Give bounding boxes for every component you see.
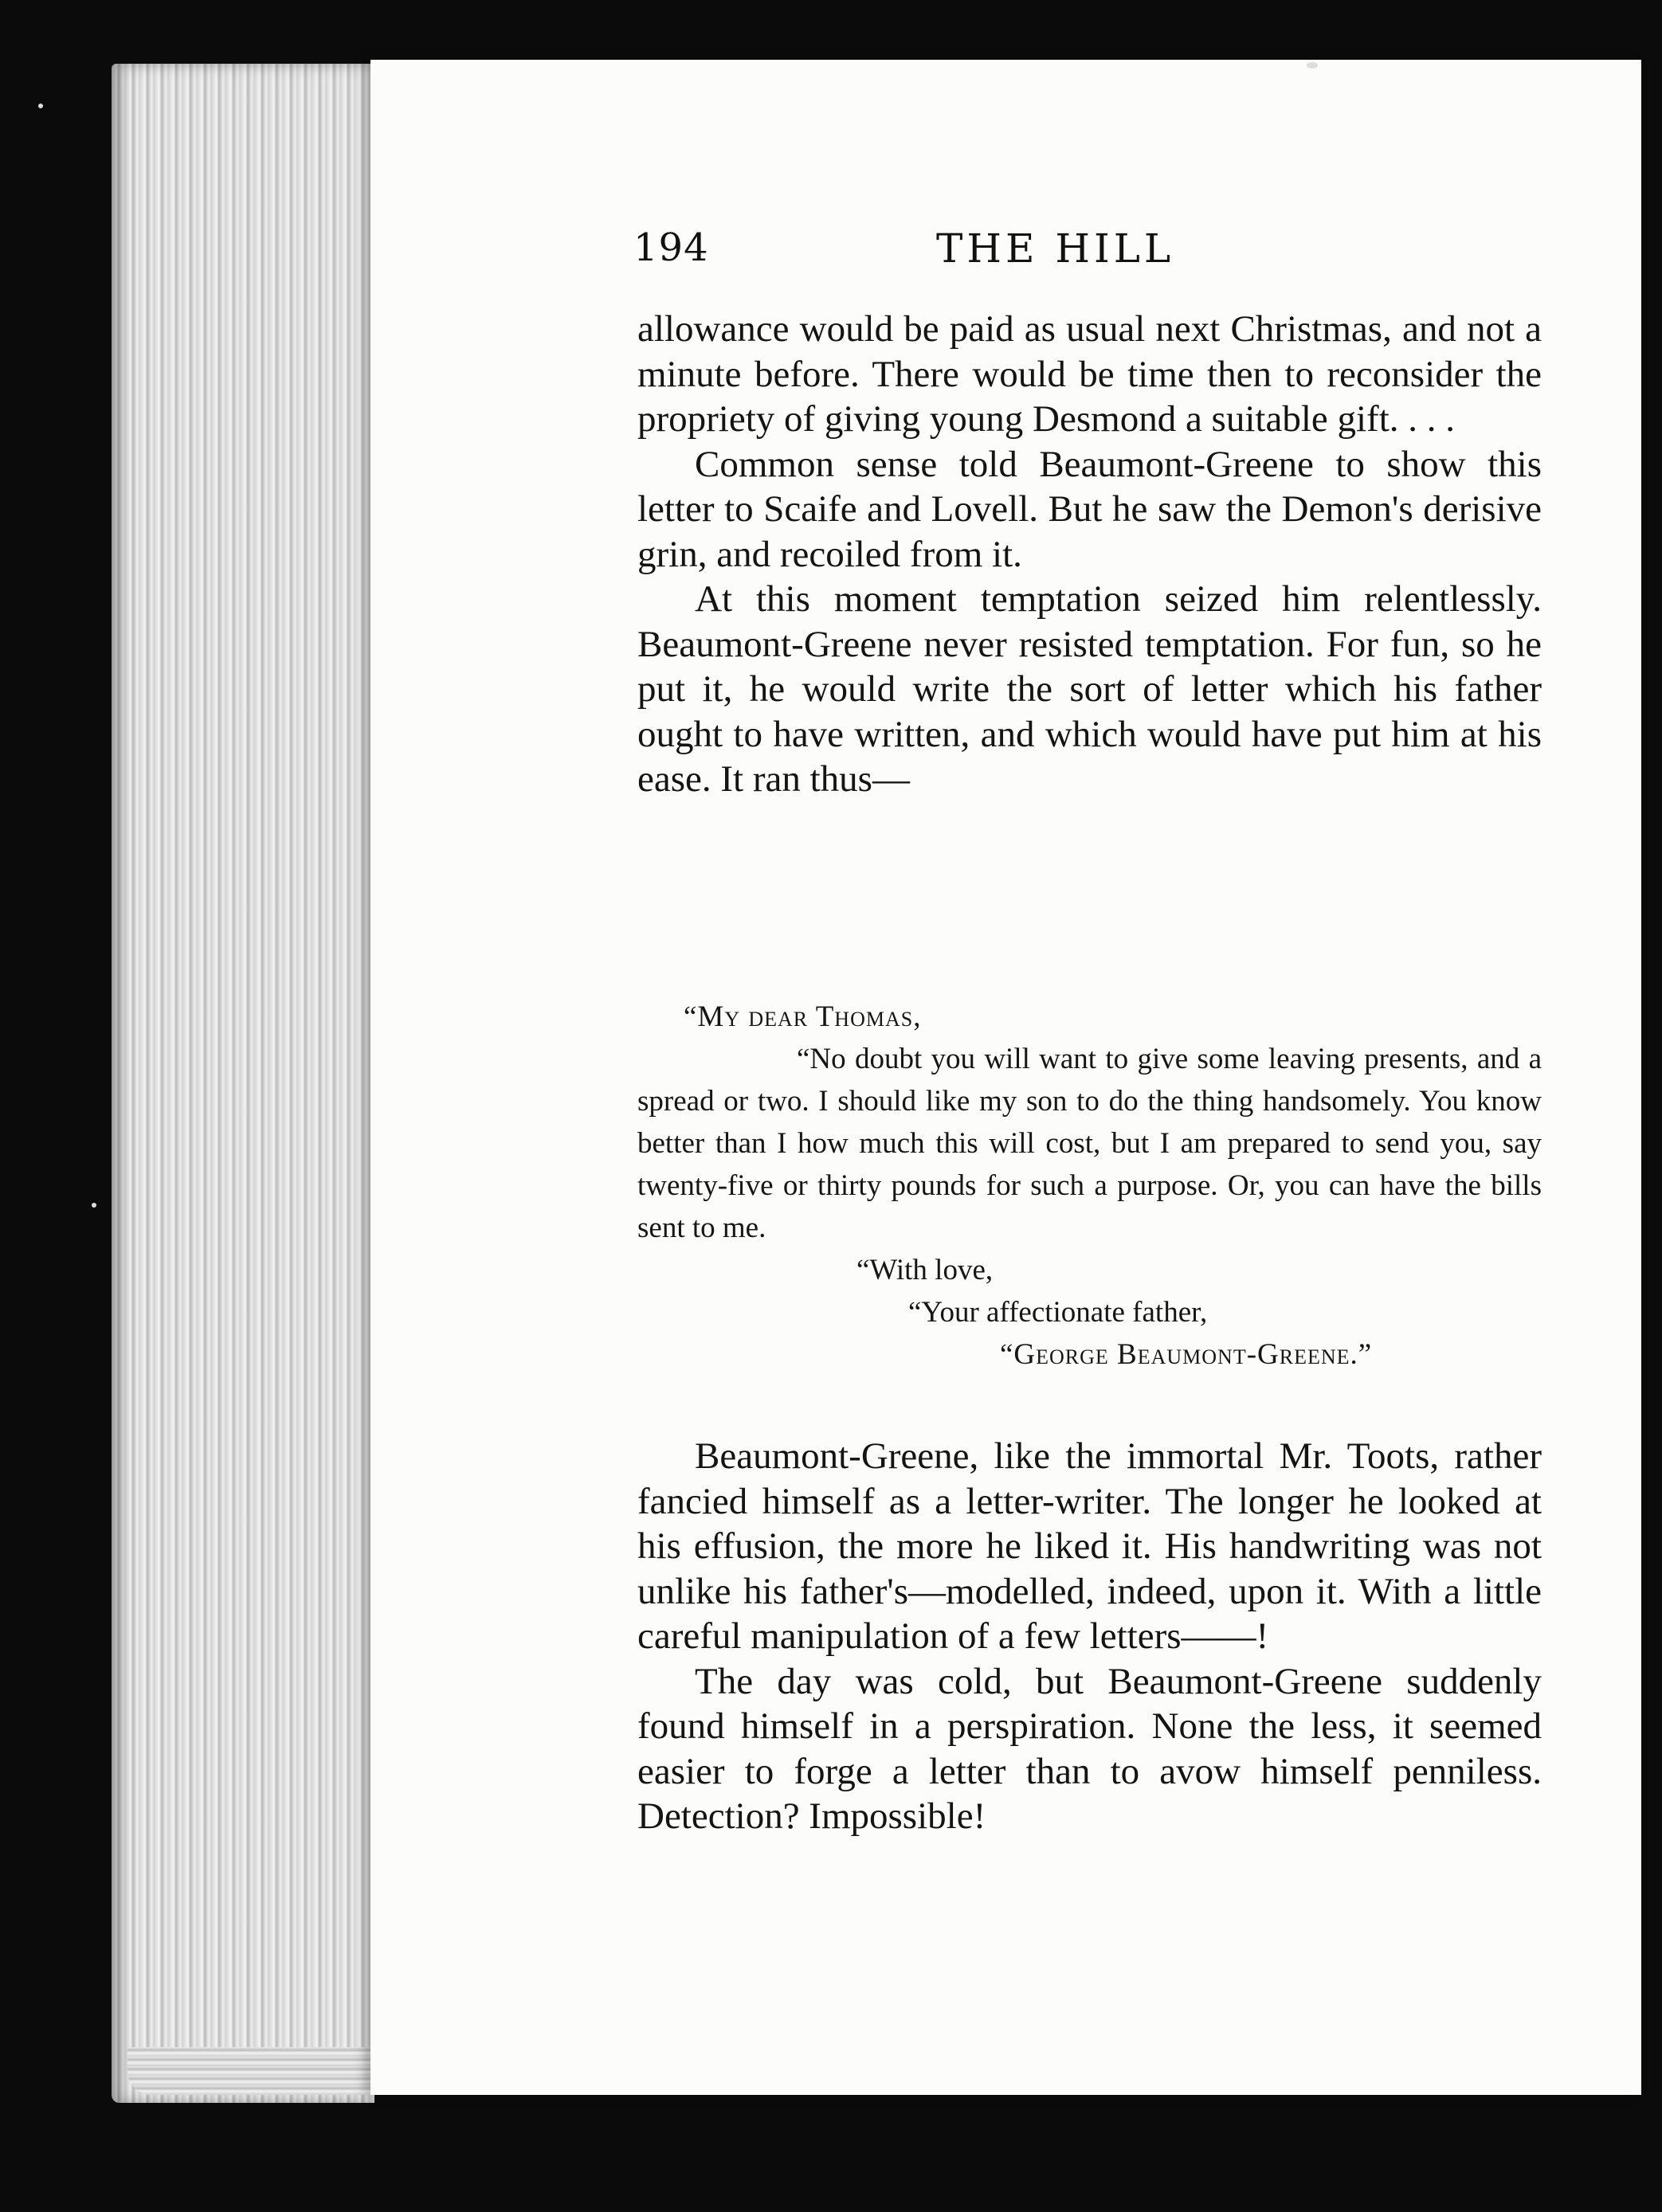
page-header <box>633 225 1542 297</box>
page-edges-stack <box>112 64 374 2103</box>
paragraph: The day was cold, but Beaumont-Greene suddenly found himself in a perspiration. None the less, it seemed easier to forge a letter than to avow himself penniless. Detection? Impossible! <box>637 1660 1542 1837</box>
paragraph: allowance would be paid as usual next Christmas, and not a minute before. There would be time then to reconsider the propriety of giving young Desmond a suitable gift. . . . <box>637 308 1542 440</box>
scan-speck <box>38 104 43 108</box>
paragraph: Common sense told Beaumont-Greene to show this letter to Scaife and Lovell. But he saw the Demon's derisive grin, and recoiled from it. <box>637 443 1542 575</box>
letter-closing-sender: “Your affectionate father, <box>908 1296 1208 1329</box>
text-block-after-letter <box>637 1434 1542 1839</box>
paragraph: Beaumont-Greene, like the immortal Mr. Toots, rather fancied himself as a letter-writer. The longer he looked at his effusion, the more he liked it. His handwriting was not unlike his father's—modelled, indeed, upon it. With a little careful manipulation of a few letters——! <box>637 1435 1542 1657</box>
letter-body: “No doubt you will want to give some leaving presents, and a spread or two. I should like my son to do the thing handsomely. You know better than I how much this will cost, but I am prepared to send you, say twenty-five or thirty pounds for such a purpose. Or, you can have the bills sent to me. <box>637 1043 1542 1244</box>
book-page <box>370 60 1641 2095</box>
scan-speck <box>92 1203 96 1208</box>
letter-salutation: “My dear Thomas, <box>684 1000 922 1033</box>
quoted-letter <box>637 996 1542 1376</box>
paragraph: At this moment temptation seized him relentlessly. Beaumont-Greene never resisted temptation. For fun, so he put it, he would write the sort of letter which his father ought to have written, and which would have put him at his ease. It ran thus— <box>637 578 1542 800</box>
scan-speck <box>1307 62 1318 69</box>
page-number: 194 <box>633 225 709 270</box>
text-block-before-letter <box>637 307 1542 802</box>
running-title: THE HILL <box>936 225 1175 272</box>
letter-closing: “With love, <box>856 1254 994 1286</box>
letter-signature: “George Beaumont-Greene.” <box>1000 1338 1373 1371</box>
